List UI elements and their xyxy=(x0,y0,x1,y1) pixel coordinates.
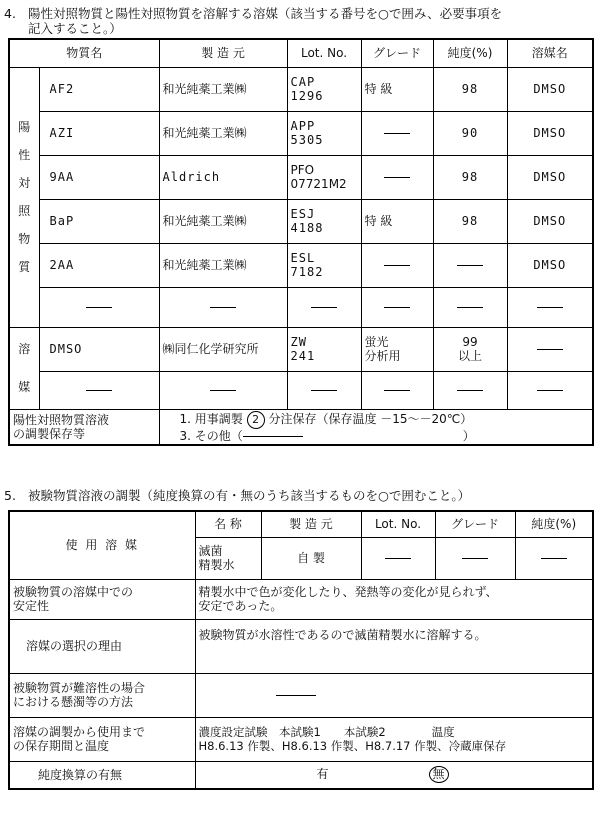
header-purity: 純度(%) xyxy=(433,39,507,67)
solvent-name: DMSO xyxy=(507,67,593,111)
reason-row xyxy=(9,619,593,673)
purity-conversion-row xyxy=(9,761,593,789)
substance-name: AZI xyxy=(39,111,159,155)
lot-number: PFO 07721M2 xyxy=(287,155,361,199)
solvent-substance: DMSO xyxy=(39,327,159,371)
test-solution-table xyxy=(8,510,594,790)
solvent-name: 滅菌 精製水 xyxy=(195,537,261,579)
insoluble-row xyxy=(9,673,593,717)
section5-number: 5. xyxy=(4,488,16,503)
solvent-lot: ZW 241 xyxy=(287,327,361,371)
maker: 和光純薬工業㈱ xyxy=(159,199,287,243)
stability-label: 被験物質の溶媒中での 安定性 xyxy=(9,579,195,619)
substance-name: 2AA xyxy=(39,243,159,287)
header-name: 名 称 xyxy=(195,511,261,537)
solvent-lot-dash xyxy=(361,537,435,579)
purity: 98 xyxy=(433,67,507,111)
solvent-name: DMSO xyxy=(507,111,593,155)
purity-yes: 有 xyxy=(316,767,329,782)
solvent-name: DMSO xyxy=(507,199,593,243)
maker: 和光純薬工業㈱ xyxy=(159,67,287,111)
solvent-header-row xyxy=(9,511,593,537)
grade-dash xyxy=(361,111,433,155)
solvent-grade-dash xyxy=(435,537,515,579)
storage-option-1: 1. 用事調製 xyxy=(179,411,243,426)
purity-conversion-options xyxy=(195,761,593,789)
section5-title: 被験物質溶液の調製（純度換算の有・無のうち該当するものを○で囲むこと。） xyxy=(28,488,471,503)
storage-option-2: 分注保存（保存温度 －15～－20℃） xyxy=(268,411,473,426)
solvent-maker: ㈱同仁化学研究所 xyxy=(159,327,287,371)
section5-heading xyxy=(4,488,470,503)
solvent-purity: 99 以上 xyxy=(433,327,507,371)
substance-name: AF2 xyxy=(39,67,159,111)
section4-number: 4. xyxy=(4,6,16,21)
lot-number: APP 5305 xyxy=(287,111,361,155)
grade-dash xyxy=(361,243,433,287)
maker: 和光純薬工業㈱ xyxy=(159,111,287,155)
reason-label: 溶媒の選択の理由 xyxy=(9,619,195,673)
grade: 特 級 xyxy=(361,67,433,111)
storage-label: 陽性対照物質溶液 の調製保存等 xyxy=(9,409,159,445)
solvent-purity-dash xyxy=(515,537,593,579)
header-maker: 製 造 元 xyxy=(261,511,361,537)
section4-heading xyxy=(4,6,502,36)
header-purity: 純度(%) xyxy=(515,511,593,537)
period-text: 濃度設定試験 本試験1 本試験2 温度 H8.6.13 作製、H8.6.13 作製、H8.7.17 作製、冷蔵庫保存 xyxy=(195,717,593,761)
table-header-row xyxy=(9,39,593,67)
lot-number: ESJ 4188 xyxy=(287,199,361,243)
insoluble-dash xyxy=(195,673,593,717)
table-row xyxy=(9,111,593,155)
solvent-solvent-dash xyxy=(507,327,593,371)
insoluble-label: 被験物質が難溶性の場合 における懸濁等の方法 xyxy=(9,673,195,717)
section4-title-line1: 陽性対照物質と陽性対照物質を溶解する溶媒（該当する番号を○で囲み、必要事項を xyxy=(28,6,503,21)
group-label-positive-control: 陽 性 対 照 物 質 xyxy=(9,67,39,327)
solvent-name: DMSO xyxy=(507,155,593,199)
positive-control-table xyxy=(8,38,594,446)
period-label: 溶媒の調製から使用まで の保存期間と温度 xyxy=(9,717,195,761)
reason-text: 被験物質が水溶性であるので滅菌精製水に溶解する。 xyxy=(195,619,593,673)
header-lot: Lot. No. xyxy=(287,39,361,67)
table-row xyxy=(9,67,593,111)
substance-name: 9AA xyxy=(39,155,159,199)
section4-title-line2: 記入すること。） xyxy=(28,21,122,36)
table-row xyxy=(9,199,593,243)
header-maker: 製 造 元 xyxy=(159,39,287,67)
table-row-empty xyxy=(9,287,593,327)
purity-conversion-label: 純度換算の有無 xyxy=(9,761,195,789)
substance-name: BaP xyxy=(39,199,159,243)
solvent-row xyxy=(9,327,593,371)
lot-number: CAP 1296 xyxy=(287,67,361,111)
header-grade: グレード xyxy=(435,511,515,537)
solvent-row-empty xyxy=(9,371,593,409)
lot-number: ESL 7182 xyxy=(287,243,361,287)
grade-dash xyxy=(361,155,433,199)
grade: 特 級 xyxy=(361,199,433,243)
period-row xyxy=(9,717,593,761)
header-solvent: 溶媒名 xyxy=(507,39,593,67)
maker: Aldrich xyxy=(159,155,287,199)
purity: 98 xyxy=(433,199,507,243)
storage-row xyxy=(9,409,593,445)
storage-option-3: 3. その他（ xyxy=(179,428,243,443)
purity-dash xyxy=(433,243,507,287)
purity: 90 xyxy=(433,111,507,155)
solvent-name: DMSO xyxy=(507,243,593,287)
maker: 和光純薬工業㈱ xyxy=(159,243,287,287)
storage-option-2-circled: 2 xyxy=(247,411,265,429)
table-row xyxy=(9,155,593,199)
group-label-solvent: 溶 媒 xyxy=(9,327,39,409)
solvent-used-label: 使 用 溶 媒 xyxy=(9,511,195,579)
storage-options: 1. 用事調製 2 分注保存（保存温度 －15～－20℃） 3. その他（ ） xyxy=(159,409,593,445)
purity-no-circled: 無 xyxy=(429,766,449,783)
solvent-maker: 自 製 xyxy=(261,537,361,579)
solvent-grade: 蛍光 分析用 xyxy=(361,327,433,371)
header-grade: グレード xyxy=(361,39,433,67)
stability-row xyxy=(9,579,593,619)
purity: 98 xyxy=(433,155,507,199)
header-lot: Lot. No. xyxy=(361,511,435,537)
table-row xyxy=(9,243,593,287)
header-substance: 物質名 xyxy=(9,39,159,67)
stability-text: 精製水中で色が変化したり、発熱等の変化が見られず、 安定であった。 xyxy=(195,579,593,619)
